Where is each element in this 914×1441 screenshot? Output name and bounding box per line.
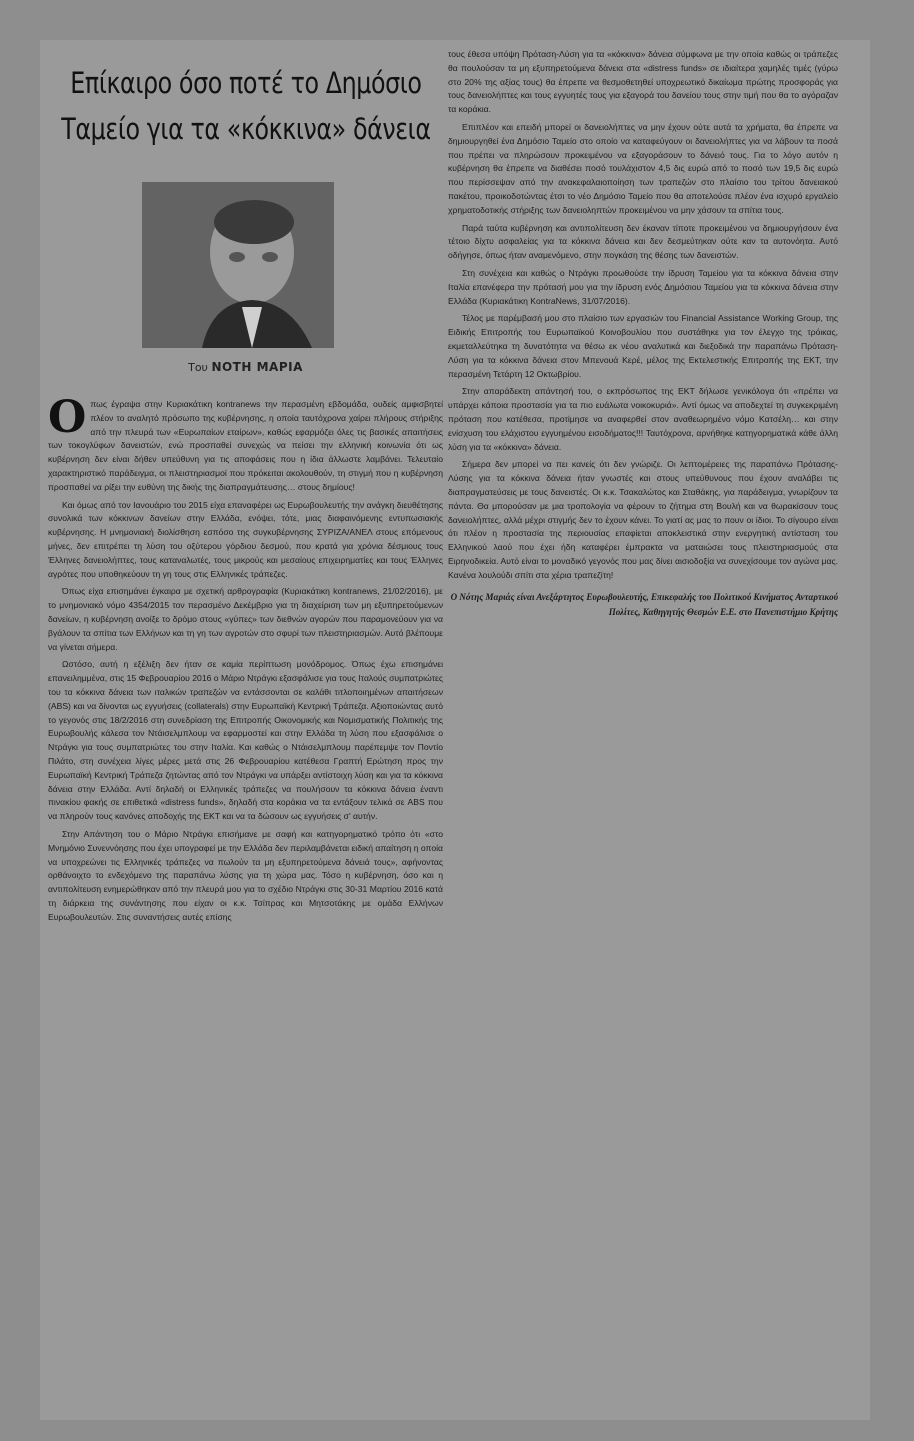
paragraph: Παρά ταύτα κυβέρνηση και αντιπολίτευση δεν έκαναν τίποτε προκειμένου να δημιουργήσουν ένα τέτοιο δίχτυ ασφαλείας για τα κόκκινα δάνεια και δεν δεσμεύτηκαν ούτε καν τα αυτονόητα. Αυτό οδήγησε, όπως ήταν αναμενόμενο, στην πογκάση της θέσης των δανειστών.: [448, 222, 838, 261]
paragraph: [48, 392, 443, 495]
paragraph: Στη συνέχεια και καθώς ο Ντράγκι προωθούσε την ίδρυση Ταμείου για τα κόκκινα δάνεια στην Ιταλία επανέφερα την πρότασή μου για την ίδρυση ενός Δημόσιου Ταμείου για τα κόκκινα δάνεια στην Ελλάδα (Κυριακάτικη KontraNews, 31/07/2016).: [448, 267, 838, 306]
paragraph: Σήμερα δεν μπορεί να πει κανείς ότι δεν γνώριζε. Οι λεπτομέρειες της παραπάνω Πρότασης-Λύσης για τα κόκκινα δάνεια ήταν γνωστές και στους υπεύθυνους που έχουν αναλάβει τις διαπραγματεύσεις με τους δανειστές. Οι κ.κ. Τσακαλώτος και Σταθάκης, για παράδειγμα, γνωρίζουν τα πάντα. Θα μπορούσαν με μια τροπολογία να φέρουν το ζήτημα στη Βουλή και να θωρακίσουν τους δανειολήπτες, αλλά μέχρι στιγμής δεν το έχουν κάνει. Το γιατί ας μας το πουν οι ίδιοι. Το σίγουρο είναι ότι πλέον η προστασία της περιουσίας επαφίεται αποκλειστικά στην ενεργητική αντίσταση του Ελληνικού λαού που έχει ήδη καταφέρει έμπρακτα να ματαιώσει τους πλειστηριασμούς στα Ειρηνοδικεία. Αυτό είναι το μοναδικό γεγονός που μας δίνει αισιοδοξία να συνεχίσουμε τον αγώνα μας. Κανένα λουλούδι σπίτι στα χέρια τραπεζίτη!: [448, 459, 838, 580]
dropcap: Ο: [48, 392, 87, 443]
author-name: ΝΟΤΗ ΜΑΡΙΑ: [211, 360, 303, 374]
paragraph: Επιπλέον και επειδή μπορεί οι δανειολήπτες να μην έχουν ούτε αυτά τα χρήματα, θα έπρεπε να δημιουργηθεί ένα Δημόσιο Ταμείο στο οποίο να καταφεύγουν οι δανειολήπτες για να λάβουν τα ποσά που πρέπει να πληρώσουν προκειμένου να εξαγοράσουν το δάνειό τους. Για το λόγο αυτόν η κυβέρνηση θα έπρεπε να διαθέσει ποσό τουλάχιστον 4,5 δις ευρώ από το ποσό των 19,5 δις ευρώ που περίσσεψαν από την ανακεφαλαιοποίηση των τραπεζών στο πλαίσιο του τρίτου δανειακού πακέτου, προικοδοτώντας έτσι το νέο Δημόσιο Ταμείο που θα αποτελούσε πλέον ένα ισχυρό εργαλείο χρηματοδοτικής στήριξης των δανειοληπτών προκειμένου να μην χάσουν τα σπίτια τους.: [448, 121, 838, 215]
byline: [48, 360, 443, 374]
headline-block: [48, 60, 443, 152]
paragraph: Στην Απάντηση του ο Μάριο Ντράγκι επισήμανε με σαφή και κατηγορηματικό τρόπο ότι «στο Μνημόνιο Συνεννόησης που έχει υπογραφεί με την Ελλάδα δεν περιλαμβάνεται ειδική απαίτηση η οποία να υποχρεώνει τις Ελληνικές τράπεζες να πωλούν τα μη εξυπηρετούμενα δάνειά τους», αφήνοντας ορθάνοιχτο το ενδεχόμενο της παραπάνω λύσης για τη χώρα μας. Τόσο η κυβέρνηση, όσο και η αντιπολίτευση ενημερώθηκαν από την πλευρά μου για το σχέδιο Ντράγκι στις 30-31 Μαρτίου 2016 κατά τη διάρκεια της συνάντησης που είχαν οι κ.κ. Τσίπρας και Μητσοτάκης με ομάδα Ελλήνων Ευρωβουλευτών. Στις συναντήσεις αυτές επίσης: [48, 828, 443, 922]
paragraph: Όπως είχα επισημάνει έγκαιρα με σχετική αρθρογραφία (Κυριακάτικη kontranews, 21/02/2016), με το μνημονιακό νόμο 4354/2015 τον περασμένο Δεκέμβριο για τη διαχείριση των μη εξυπηρετούμενων δανείων, η κυβέρνηση ανοίξε το δρόμο στους «γύπες» των διεθνών αγορών που παραμονεύουν για να βγάλουν τα σπίτια των Ελλήνων και τη γη των αγροτών στο σφυρί των πλειστηριασμών. Αυτό βλέπουμε να γίνεται σήμερα.: [48, 586, 443, 652]
paragraph-text: πως έγραψα στην Κυριακάτικη kontranews την περασμένη εβδομάδα, ουδείς αμφισβητεί πλέον το αναλητό πρόσωπο της κυβέρνησης, η οποία ταυτόχρονα χαίρει πλήρους στήριξης από την πλευρά των «Ευρωπαίων εταίρων», καθώς εφαρμόζει όλες τις βασικές απαιτήσεις των τοκογλύφων δανειστών, ενώ προσπαθεί συνεχώς να πείσει την ελληνική κοινωνία ότι ως κυβέρνηση δεν είναι δήθεν υπεύθυνη για τις αποφάσεις που η ίδια άλλωστε λαμβάνει. Τελευταίο χαρακτηριστικό παράδειγμα, οι πλειστηριασμοί που πρόκειται ακολουθούν, τη στιγμή που η κυβέρνηση προσπαθεί να ρίξει την ευθύνη της δικής της διαπραγμάτευσης… στους δημίους!: [48, 399, 443, 492]
author-photo: [142, 182, 334, 348]
headline-line-2: Ταμείο για τα «κόκκινα» δάνεια: [60, 112, 431, 146]
headline: [48, 60, 443, 152]
paragraph: Ωστόσο, αυτή η εξέλιξη δεν ήταν σε καμία περίπτωση μονόδρομος. Όπως έχω επισημάνει επανειλημμένα, στις 15 Φεβρουαρίου 2016 ο Μάριο Ντράγκι εξασφάλισε για τους Ιταλούς συμπατριώτες του τα κόκκινα δάνεια των ιταλικών τραπεζών να εντάσσονται σε καλάθι τιτλοποιημένων απαιτήσεων (ABS) και να δίνονται ως εγγυήσεις (collaterals) στην Ευρωπαϊκή Κεντρική Τράπεζα. Αξιοποιώντας αυτό το γεγονός στις 18/2/2016 στη συνεδρίαση της Επιτροπής Οικονομικής και Νομισματικής Πολιτικής της Ευρωβουλής κάλεσα τον Ντάισελμπλουμ να εφαρμοστεί και στην Ελλάδα τη λύση που εξασφάλισε ο Ντράγκι για τους συμπατριώτες του στην Ιταλία. Και καθώς ο Ντάισελμπλουμ παρέπεμψε τον Ποντίο Πιλάτο, στη συνέχεια λίγες μέρες μετά στις 26 Φεβρουαρίου κατέθεσα Γραπτή Ερώτηση προς την Ευρωπαϊκή Κεντρική Τράπεζα ζητώντας από τον Ντράγκι να υπάρξει αντίστοιχη λύση και για τα κόκκινα δάνεια στην Ελλάδα. Αντί δηλαδή οι Ελληνικές τράπεζες να πουλήσουν τα κόκκινα δάνεια έναντι πινακίου φακής σε επιθετικά «distress funds», δηλαδή στα κοράκια να τα εντάξουν τελικά σε ABS που να πληρούν τους κανόνες αποδοχής της ΕΚΤ και να τα δώσουν ως εγγυήσεις σ' αυτήν.: [48, 659, 443, 822]
byline-prefix: Του: [188, 361, 208, 374]
paragraph: Στην απαράδεκτη απάντησή του, ο εκπρόσωπος της ΕΚΤ δήλωσε γενικόλογα ότι «πρέπει να υπάρχει κάποια προστασία για τα πιο ευάλωτα νοικοκυριά». Αντί όμως να αποδεχτεί τη συγκεκριμένη πρόταση που κατέθεσα, προτίμησε να αναφερθεί στον αναθεωρημένο νόμο Κατσέλη… και στην ενίσχυση του ελάχιστου εγγυημένου εισοδήματος!!! Ταυτόχρονα, αρνήθηκε κατηγορηματικά κάθε άλλη λύση για τα «κόκκινα» δάνεια.: [448, 386, 838, 452]
headline-line-1: Επίκαιρο όσο ποτέ το Δημόσιο: [69, 66, 422, 100]
paragraph: Και όμως από τον Ιανουάριο του 2015 είχα επαναφέρει ως Ευρωβουλευτής την ανάγκη διευθέτησης συνολικά των κόκκινων δανείων στην Ελλάδα, ενόψει, τότε, μιας διαφαινόμενης εντυπωσιακής κυβέρνησης. Η μνημονιακή διολίσθηση εσπόσο της συγκυβέρνησης ΣΥΡΙΖΑ/ΑΝΕΛ στους επόμενους μήνες, δεν επιτρέπει τη λύση του οξύτερου γόρδιου δεσμού, που κρατά για χρόνια δέσμιους τους Έλληνες δανειολήπτες, τους καταναλωτές, τους μικρούς και μεσαίους επιχειρηματίες και τους Έλληνες αγρότες που υποθηκεύουν τη γη τους στις Ελληνικές τράπεζες.: [48, 499, 443, 579]
article-body-right: [448, 48, 838, 619]
article-body-left: [48, 392, 443, 928]
paragraph: τους έθεσα υπόψη Πρόταση-Λύση για τα «κόκκινα» δάνεια σύμφωνα με την οποία καθώς οι τράπεζες θα πουλούσαν τα μη εξυπηρετούμενα δάνεια στα «distress funds» σε ιδιαίτερα χαμηλές τιμές (γύρω στο 20% της αξίας τους) θα έπρεπε να θεσμοθετηθεί υποχρεωτικό δικαίωμα πρώτης προσφοράς για τους δανειολήπτες και τους εγγυητές τους για εξαγορά του δανείου τους στην τιμή που θα το αγόραζαν τα κοράκια.: [448, 49, 838, 115]
author-signature: Ο Νότης Μαριάς είναι Ανεξάρτητος Ευρωβουλευτής, Επικεφαλής του Πολιτικού Κινήματος Ανταρτικού Πολίτες, Καθηγητής Θεσμών Ε.Ε. στο Πανεπιστήμιο Κρήτης: [450, 592, 838, 617]
paragraph: Τέλος με παρέμβασή μου στο πλαίσιο των εργασιών του Financial Assistance Working Group, της Ειδικής Επιτροπής του Ευρωπαϊκού Κοινοβουλίου που συστάθηκε για τον έλεγχο της τρόικας, εκμεταλλεύτηκα τη δυνατότητα να θέσω εκ νέου αναλυτικά και διεξοδικά την παραπάνω Πρόταση-Λύση για τα κόκκινα δάνεια στον Μπενουά Κερέ, μέλος της Εκτελεστικής Επιτροπής της ΕΚΤ, την περασμένη Τετάρτη 12 Οκτωβρίου.: [448, 313, 838, 379]
